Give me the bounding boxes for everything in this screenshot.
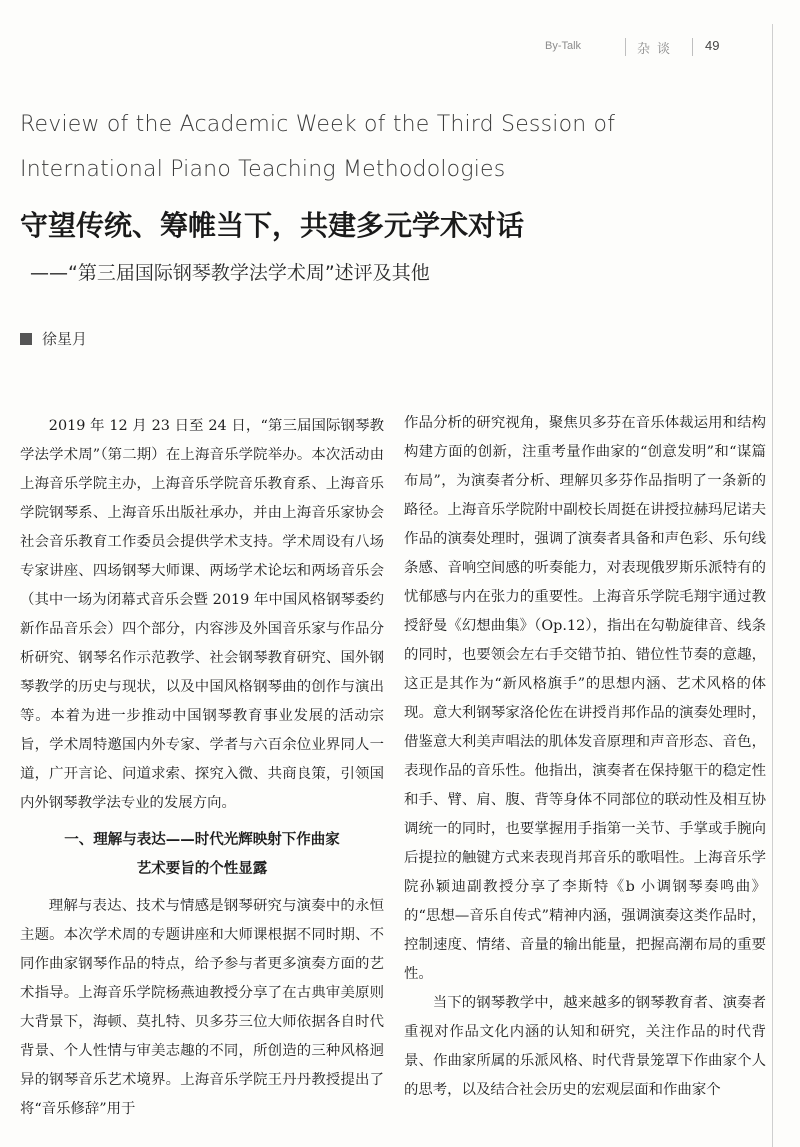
right-column <box>404 409 766 1105</box>
header-section-cn: 杂谈 <box>637 42 678 57</box>
continued-paragraph: 作品分析的研究视角，聚焦贝多芬在音乐体裁运用和结构构建方面的创新，注重考量作曲家的“创意发明”和“谋篇布局”，为演奏者分析、理解贝多芬作品指明了一条新的路径。上海音乐学院附中副校长周挺在讲授拉赫玛尼诺夫作品的演奏处理时，强调了演奏者具备和声色彩、乐句线条感、音响空间感的听奏能力，对表现俄罗斯乐派特有的忧郁感与内在张力的重要性。上海音乐学院毛翔宇通过教授舒曼《幻想曲集》（Op.12），指出在勾勒旋律音、线条的同时，也要领会左右手交错节拍、错位性节奏的意趣，这正是其作为“新风格旗手”的思想内涵、艺术风格的体现。意大利钢琴家洛伦佐在讲授肖邦作品的演奏处理时，借鉴意大利美声唱法的肌体发音原理和声音形态、音色，表现作品的音乐性。他指出，演奏者在保持躯干的稳定性和手、臂、肩、腹、背等身体不同部位的联动性及相互协调统一的同时，也要掌握用手指第一关节、手掌或手腕向后提拉的触键方式来表现肖邦音乐的歌唱性。上海音乐学院孙颖迪副教授分享了李斯特《b 小调钢琴奏鸣曲》的“思想—音乐自传式”精神内涵，强调演奏这类作品时，控制速度、情绪、音量的输出能量，把握高潮布局的重要性。 <box>404 415 766 982</box>
author-square-icon <box>20 333 32 345</box>
intro-paragraph: 2019 年 12 月 23 日至 24 日，“第三届国际钢琴教学法学术周”（第二期）在上海音乐学院举办。本次活动由上海音乐学院主办，上海音乐学院音乐教育系、上海音乐学院钢琴系、上海音乐出版社承办，并由上海音乐家协会社会音乐教育工作委员会提供学术支持。学术周设有八场专家讲座、四场钢琴大师课、两场学术论坛和两场音乐会（其中一场为闭幕式音乐会暨 2019 年中国风格钢琴委约新作品音乐会）四个部分，内容涉及外国音乐家与作品分析研究、钢琴名作示范教学、社会钢琴教育研究、国外钢琴教学的历史与现状，以及中国风格钢琴曲的创作与演出等。本着为进一步推动中国钢琴教育事业发展的活动宗旨，学术周特邀国内外专家、学者与六百余位业界同人一道，广开言论、问道求索、探究入微、共商良策，引领国内外钢琴教学法专业的发展方向。 <box>20 418 384 811</box>
page-number: 49 <box>705 38 720 53</box>
header-section-en: By-Talk <box>545 40 582 52</box>
english-title-line-2: International Piano Teaching Methodologies <box>20 157 506 182</box>
section-heading-line-2: 艺术要旨的个性显露 <box>136 861 268 877</box>
section-heading <box>20 826 384 884</box>
author-name: 徐星月 <box>42 330 88 348</box>
left-column <box>20 412 384 1124</box>
author-line <box>20 328 87 349</box>
section-paragraph: 理解与表达、技术与情感是钢琴研究与演奏中的永恒主题。本次学术周的专题讲座和大师课根据不同时期、不同作曲家钢琴作品的特点，给予参与者更多演奏方面的艺术指导。上海音乐学院杨燕迪教授分享了在古典审美原则大背景下，海顿、莫扎特、贝多芬三位大师依据各自时代背景、个人性情与审美志趣的不同，所创造的三种风格迥异的钢琴音乐艺术境界。上海音乐学院王丹丹教授提出了将“音乐修辞”用于 <box>20 898 384 1117</box>
section-heading-line-1: 一、理解与表达——时代光辉映射下作曲家 <box>64 832 340 848</box>
right-margin-rule <box>772 24 773 1147</box>
paragraph-2: 当下的钢琴教学中，越来越多的钢琴教育者、演奏者重视对作品文化内涵的认知和研究，关注作品的时代背景、作曲家所属的乐派风格、时代背景笼罩下作曲家个人的思考，以及结合社会历史的宏观层面和作曲家个 <box>404 995 766 1098</box>
english-title-line-1: Review of the Academic Week of the Third Session of <box>20 112 616 137</box>
chinese-title: 守望传统、筹帷当下，共建多元学术对话 <box>20 209 525 242</box>
header-divider <box>625 38 626 56</box>
header-divider <box>692 38 693 56</box>
chinese-subtitle: ——“第三届国际钢琴教学法学术周”述评及其他 <box>30 262 430 284</box>
